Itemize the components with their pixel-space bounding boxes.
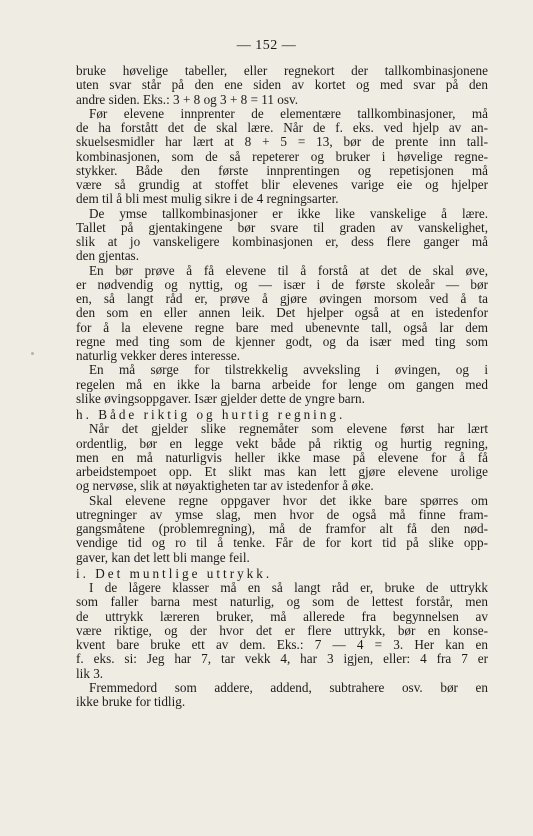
text-line: en, så langt råd er, prøve å gjøre øvingen morsom ved å ta (76, 292, 488, 306)
text-line: vendige tid og ro til å tenke. Får de for kort tid på slike opp- (76, 536, 488, 551)
text-line: En bør prøve å få elevene til å forstå at det de skal øve, (89, 263, 488, 278)
text-line: arbeidstempoet opp. Et slikt mas kan lett gjøre elevene urolige (76, 465, 488, 479)
text-line: Når det gjelder slike regnemåter som elevene først har lært (89, 422, 488, 437)
text-line: slike øvingsoppgaver. Især gjelder dette de yngre barn. (76, 391, 365, 406)
text-line: skuelsesmidler har lært at 8 + 5 = 13, bør de prente inn tall- (76, 135, 488, 150)
text-line: være så grundig at stoffet blir elevenes varige eie og hjelper (76, 178, 488, 192)
section-heading: i. Det muntlige uttrykk. (76, 566, 273, 581)
text-line: den gjentas. (76, 249, 139, 264)
text-line: de uttrykk læreren bruker, må allerede fra begynnelsen av (76, 609, 488, 624)
text-line: dem til å bli mest mulig sikre i de 4 regningsarter. (76, 192, 339, 207)
text-line: ikke bruke for tidlig. (76, 695, 186, 709)
text-line: gaver, kan det lett bli mange feil. (76, 550, 250, 565)
text-line: regne med ting som de kjenner godt, og da især med ting som (76, 334, 488, 349)
body-text (76, 64, 488, 709)
text-line: kombinasjonen, som de så repeterer og bruker i høvelige regne- (76, 149, 488, 164)
text-line: regelen må en ikke la barna arbeide for lenge om gangen med (76, 377, 488, 392)
text-line: er nødvendig og nyttig, og — især i de første skoleår — bør (76, 277, 488, 292)
text-line: De ymse tallkombinasjoner er ikke like vanskelige å lære. (89, 206, 488, 221)
text-line: Fremmedord som addere, addend, subtrahere osv. bør en (89, 680, 488, 695)
text-line: og nervøse, slik at nøyaktigheten tar av istedenfor å øke. (76, 479, 374, 494)
text-line: de ha forstått det de skal lære. Når de f. eks. ved hjelp av an- (76, 121, 488, 135)
text-line: Skal elevene regne oppgaver hvor det ikke bare spørres om (89, 493, 488, 508)
text-line: for å la elevene regne bare med ubenevnte tall, også lar dem (76, 320, 488, 335)
text-line: som faller barna mest naturlig, og som de lettest forstår, men (76, 595, 488, 610)
text-line: ordentlig, bør en legge vekt både på riktig og hurtig regning, (76, 436, 488, 451)
text-line: utregninger av ymse slag, men hvor de også må finne fram- (76, 507, 488, 522)
text-line: uten svar står på den ene siden av kortet og med svar på den (76, 78, 488, 93)
text-line: andre siden. Eks.: 3 + 8 og 3 + 8 = 11 osv. (76, 92, 299, 107)
text-line: stykker. Både den første innprentingen og repetisjonen må (76, 163, 488, 178)
text-line: kvent bare bruke ett av dem. Eks.: 7 — 4 = 3. Her kan en (76, 638, 488, 652)
text-line: f. eks. si: Jeg har 7, tar vekk 4, har 3 igjen, eller: 4 fra 7 er (76, 652, 488, 667)
text-line: naturlig vekker deres interesse. (76, 349, 241, 363)
margin-speck (31, 352, 34, 355)
text-line: I de lågere klasser må en så langt råd er, bruke de uttrykk (89, 581, 488, 595)
text-line: Før elevene innprenter de elementære tallkombinasjoner, må (89, 106, 488, 121)
text-line: være riktige, og der hvor det er flere uttrykk, bør en konse- (76, 623, 488, 638)
text-line: lik 3. (76, 666, 104, 681)
text-line: men en må naturligvis heller ikke mase på elevene for å få (76, 450, 488, 465)
text-line: En må sørge for tilstrekkelig avveksling i øvingen, og i (89, 363, 488, 378)
text-line: den som en eller annen leik. Det hjelper også at en istedenfor (76, 306, 488, 321)
page-number: — 152 — (236, 38, 297, 53)
section-heading: h. Både riktig og hurtig regning. (76, 408, 346, 422)
text-line: bruke høvelige tabeller, eller regnekort der tallkombinasjonene (76, 64, 488, 78)
text-line: slik at jo vanskeligere kombinasjonen er, dess flere ganger må (76, 235, 488, 249)
text-line: Tallet på gjentakingene bør svare til graden av vanskelighet, (76, 220, 488, 235)
text-line: gangsmåtene (problemregning), må de framfor alt få den nød- (76, 522, 488, 536)
